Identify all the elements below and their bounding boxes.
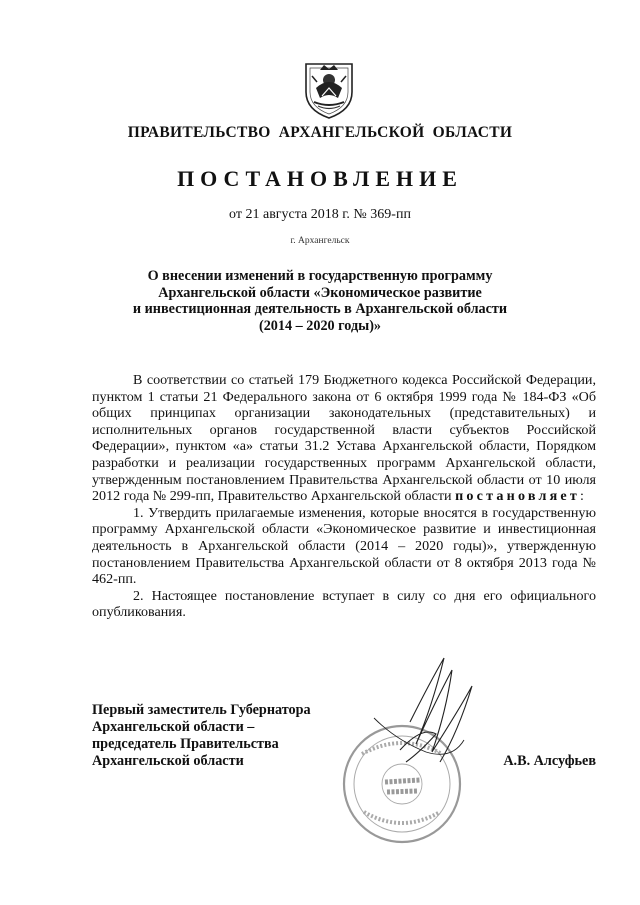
position-line: Архангельской области [92, 753, 244, 769]
official-seal-icon [340, 652, 510, 852]
clause-1: 1. Утвердить прилагаемые изменения, которые вносятся в государственную программу Архангельской области «Экономическое развитие и инвестиционная деятельность в Архангельской области (2014 – 2020 годы)», утвержденную постановлением Правительства Архангельской области от 8 октября 2013 года № 462-пп. [92, 504, 596, 588]
handwritten-signature [400, 658, 472, 762]
issue-city: г. Архангельск [290, 236, 350, 246]
preamble-colon: : [580, 488, 584, 505]
document-subject [110, 268, 530, 334]
signatory-position [92, 702, 352, 770]
preamble-text: В соответствии со статьей 179 Бюджетного кодекса Российской Федерации, пунктом 1 статьи 21 Федерального закона от 6 октября 1999 года № 184-ФЗ «Об общих принципах организации законодательных (представительных) и исполнительных органов государственной власти субъектов Российской Федерации», пунктом «а» статьи 31.2 Устава Архангельской области, Порядком разработки и реализации государственных программ Архангельской области, утвержденным постановлением Правительства Архангельской области от 10 июля 2012 года № 299-пп, Правительство Архангельской области [92, 372, 596, 505]
document-body [92, 372, 596, 621]
document-type-title: ПОСТАНОВЛЕНИЕ [177, 166, 463, 191]
position-line: Архангельской области – [92, 719, 255, 735]
signatory-name: А.В. Алсуфьев [503, 753, 596, 769]
government-name: ПРАВИТЕЛЬСТВО АРХАНГЕЛЬСКОЙ ОБЛАСТИ [127, 124, 513, 141]
subject-line: О внесении изменений в государственную программу [147, 268, 493, 284]
subject-line: (2014 – 2020 годы)» [258, 317, 382, 334]
decree-keyword: постановляет [455, 488, 581, 505]
preamble-paragraph [92, 372, 596, 505]
position-line: председатель Правительства [92, 736, 279, 752]
subject-line: и инвестиционная деятельность в Архангельской области [132, 301, 508, 318]
subject-line: Архангельской области «Экономическое развитие [158, 284, 482, 301]
coat-of-arms-icon [298, 58, 360, 120]
position-line: Первый заместитель Губернатора [92, 702, 311, 718]
date-and-number: от 21 августа 2018 г. № 369-пп [229, 207, 411, 222]
clause-2: 2. Настоящее постановление вступает в силу со дня его официального опубликования. [92, 587, 596, 621]
